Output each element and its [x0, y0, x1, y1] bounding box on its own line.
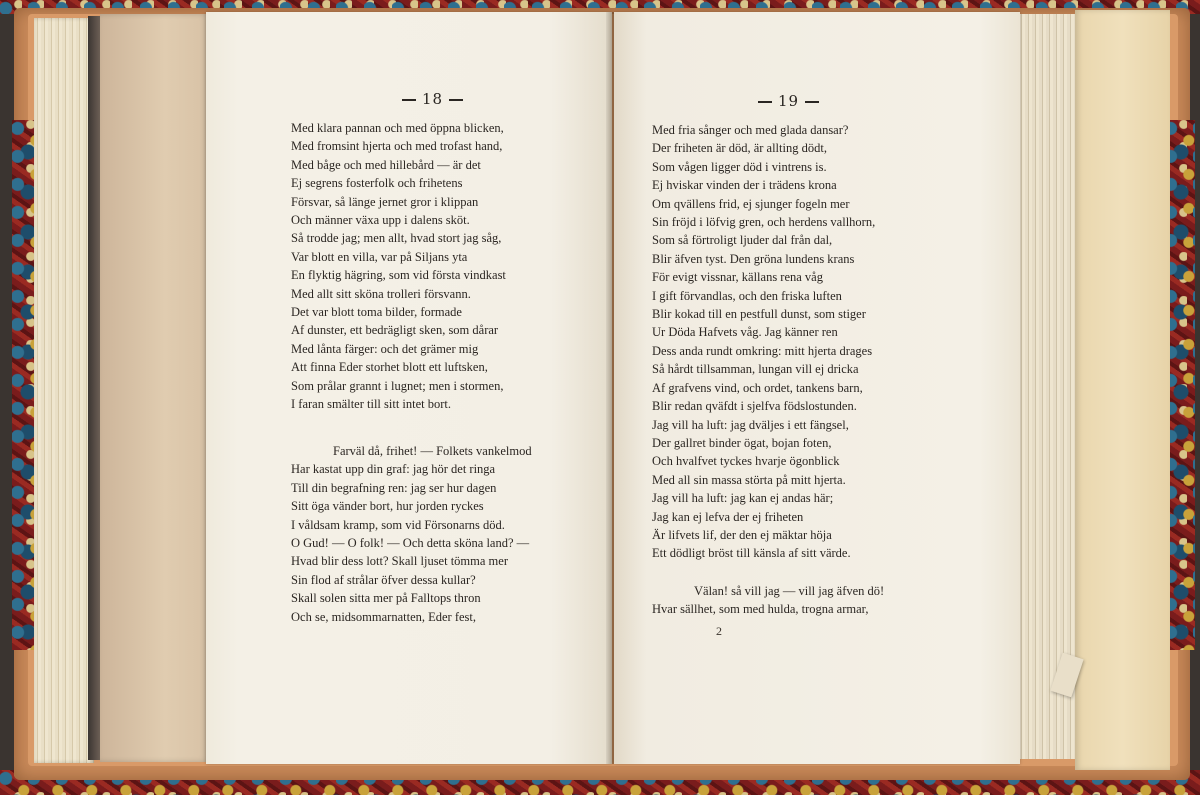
poem-line: Det var blott toma bilder, formade — [291, 305, 462, 320]
poem-line: Farväl då, frihet! — Folkets vankelmod — [333, 444, 532, 458]
poem-line: Blir kokad till en pestfull dunst, som stiger — [652, 307, 866, 322]
poem-line: Som prålar grannt i lugnet; men i stormen, — [291, 378, 504, 393]
poem-line: Ur Döda Hafvets våg. Jag känner ren — [652, 325, 838, 340]
poem-line: En flyktig hägring, som vid första vindkast — [291, 268, 506, 283]
poem-line: Så hårdt tillsamman, lungan vill ej dricka — [652, 362, 859, 377]
poem-line: Om qvällens frid, ej sjunger fogeln mer — [652, 196, 850, 211]
poem-line: Hvar sällhet, som med hulda, trogna armar, — [652, 602, 869, 617]
poem-line: Af dunster, ett bedrägligt sken, som dårar — [291, 323, 499, 338]
signature-mark: 2 — [716, 624, 722, 638]
poem-line: Till din begrafning ren: jag ser hur dagen — [291, 480, 497, 495]
right-stanza-2 — [652, 582, 884, 619]
poem-line: Blir redan qväfdt i sjelfva födslostunden. — [652, 399, 857, 414]
poem-line: Ett dödligt bröst till känsla af sitt värde. — [652, 546, 851, 561]
page-stack-left — [34, 18, 94, 763]
poem-line: Sin fröjd i löfvig gren, och herdens vallhorn, — [652, 215, 876, 230]
poem-line: I våldsam kramp, som vid Försonarns död. — [291, 517, 505, 532]
poem-line: Jag kan ej lefva der ej friheten — [652, 509, 804, 524]
poem-line: Har kastat upp din graf: jag hör det ringa — [291, 462, 496, 477]
left-page-number: 18 — [396, 90, 469, 108]
left-page — [206, 12, 612, 764]
poem-line: Ej hviskar vinden der i trädens krona — [652, 178, 837, 193]
marbled-edge-left — [12, 120, 34, 650]
poem-line: Som vågen ligger död i vintrens is. — [652, 159, 827, 174]
poem-line: I gift förvandlas, och den friska luften — [652, 288, 842, 303]
poem-line: Dess anda rundt omkring: mitt hjerta drages — [652, 343, 873, 358]
poem-line: Och se, midsommarnatten, Eder fest, — [291, 609, 477, 624]
poem-line: Jag vill ha luft: jag dväljes i ett fängsel, — [652, 417, 849, 432]
poem-line: Med fria sånger och med glada dansar? — [652, 123, 849, 137]
right-stanza-1 — [652, 121, 875, 563]
page-stack-right — [1018, 14, 1076, 759]
poem-line: Blir äfven tyst. Den gröna lundens krans — [652, 251, 855, 266]
poem-line: För evigt vissnar, källans rena våg — [652, 270, 823, 285]
poem-line: Och hvalfvet tyckes hvarje ögonblick — [652, 454, 840, 469]
poem-line: Välan! så vill jag — vill jag äfven dö! — [694, 584, 885, 598]
poem-line: Och männer växa upp i dalens sköt. — [291, 213, 470, 228]
left-stanza-2 — [291, 442, 532, 626]
left-stanza-1 — [291, 119, 506, 414]
poem-line: Med allt sitt sköna trolleri försvann. — [291, 286, 471, 301]
poem-line: Sitt öga vänder bort, hur jorden ryckes — [291, 499, 484, 514]
poem-line: Med båge och med hillebård — är det — [291, 157, 481, 172]
poem-line: Är lifvets lif, der den ej mäktar höja — [652, 527, 832, 542]
blank-leaf-left — [100, 14, 208, 762]
poem-line: Sin flod af strålar öfver dessa kullar? — [291, 572, 476, 587]
endpaper-right — [1075, 10, 1170, 770]
poem-line: Med all sin massa störta på mitt hjerta. — [652, 472, 846, 487]
poem-line: I faran smälter till sitt intet bort. — [291, 397, 452, 412]
poem-line: Att finna Eder storhet blott ett luftsken, — [291, 360, 488, 375]
poem-line: Med fromsint hjerta och med trofast hand, — [291, 139, 503, 154]
poem-line: Hvad blir dess lott? Skall ljuset tömma mer — [291, 554, 508, 569]
poem-line: O Gud! — O folk! — Och detta sköna land? — — [291, 536, 530, 551]
poem-line: Af grafvens vind, och ordet, tankens barn, — [652, 380, 863, 395]
page-stack-shadow — [88, 16, 100, 760]
poem-line: Försvar, så länge jernet gror i klippan — [291, 194, 479, 209]
right-page-number: 19 — [752, 92, 825, 110]
poem-line: Skall solen sitta mer på Falltops thron — [291, 591, 481, 606]
right-page — [614, 12, 1020, 764]
poem-line: Med klara pannan och med öppna blicken, — [291, 121, 504, 135]
poem-line: Der friheten är död, är allting dödt, — [652, 141, 827, 156]
poem-line: Ej segrens fosterfolk och frihetens — [291, 176, 463, 191]
poem-line: Der gallret binder ögat, bojan foten, — [652, 435, 832, 450]
poem-line: Med lånta färger: och det grämer mig — [291, 341, 479, 356]
poem-line: Så trodde jag; men allt, hvad stort jag såg, — [291, 231, 502, 246]
poem-line: Jag vill ha luft: jag kan ej andas här; — [652, 491, 834, 506]
poem-line: Som så förtroligt ljuder dal från dal, — [652, 233, 833, 248]
poem-line: Var blott en villa, var på Siljans yta — [291, 249, 468, 264]
